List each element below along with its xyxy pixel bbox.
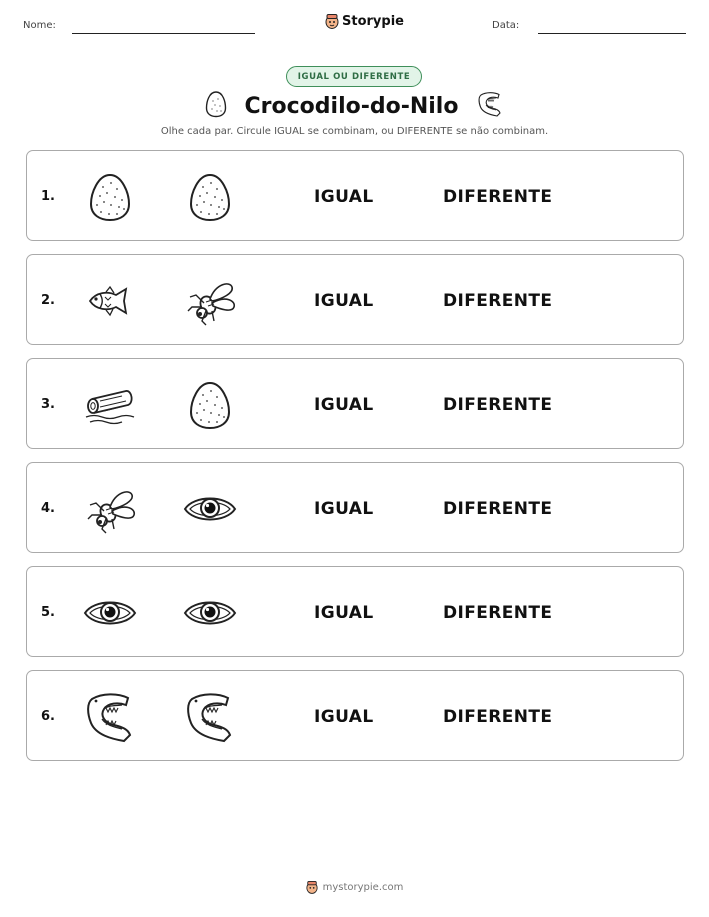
instructions: Olhe cada par. Circule IGUAL se combinam, ou DIFERENTE se não combinam. — [160, 126, 549, 137]
date-label: Data: — [492, 20, 520, 31]
question-number: 4. — [41, 501, 55, 516]
question-row — [26, 254, 684, 345]
footer — [0, 880, 709, 894]
option-same[interactable]: IGUAL — [314, 291, 374, 311]
question-row — [26, 462, 684, 553]
crocodile-jaw-icon — [82, 689, 138, 745]
date-field[interactable] — [538, 33, 686, 34]
brand-logo — [325, 13, 404, 29]
question-number: 3. — [41, 397, 55, 412]
option-different[interactable]: DIFERENTE — [443, 603, 553, 623]
option-same[interactable]: IGUAL — [314, 707, 374, 727]
eye-icon — [182, 585, 238, 641]
question-row — [26, 566, 684, 657]
log-icon — [82, 377, 138, 433]
page-title: Crocodilo-do-Nilo — [244, 93, 459, 119]
storypie-mascot-icon — [325, 13, 339, 29]
option-same[interactable]: IGUAL — [314, 395, 374, 415]
egg-icon — [205, 90, 227, 122]
option-same[interactable]: IGUAL — [314, 603, 374, 623]
activity-type-badge: IGUAL OU DIFERENTE — [286, 66, 422, 87]
egg-icon — [182, 377, 238, 433]
question-number: 5. — [41, 605, 55, 620]
question-number: 1. — [41, 189, 55, 204]
fly-icon — [182, 273, 238, 329]
question-row — [26, 150, 684, 241]
option-different[interactable]: DIFERENTE — [443, 291, 553, 311]
egg-icon — [182, 169, 238, 225]
fly-icon — [82, 481, 138, 537]
question-number: 2. — [41, 293, 55, 308]
footer-url: mystorypie.com — [322, 881, 404, 893]
option-same[interactable]: IGUAL — [314, 499, 374, 519]
storypie-mascot-icon — [306, 880, 318, 894]
brand-name: Storypie — [342, 13, 404, 29]
fish-icon — [82, 273, 138, 329]
eye-icon — [182, 481, 238, 537]
name-field[interactable] — [72, 33, 255, 34]
crocodile-jaw-icon — [182, 689, 238, 745]
crocodile-jaw-icon — [476, 90, 504, 122]
title-row — [0, 90, 709, 122]
option-different[interactable]: DIFERENTE — [443, 707, 553, 727]
option-different[interactable]: DIFERENTE — [443, 187, 553, 207]
question-number: 6. — [41, 709, 55, 724]
option-different[interactable]: DIFERENTE — [443, 499, 553, 519]
question-row — [26, 670, 684, 761]
option-different[interactable]: DIFERENTE — [443, 395, 553, 415]
egg-icon — [82, 169, 138, 225]
option-same[interactable]: IGUAL — [314, 187, 374, 207]
eye-icon — [82, 585, 138, 641]
question-row — [26, 358, 684, 449]
name-label: Nome: — [23, 20, 56, 31]
